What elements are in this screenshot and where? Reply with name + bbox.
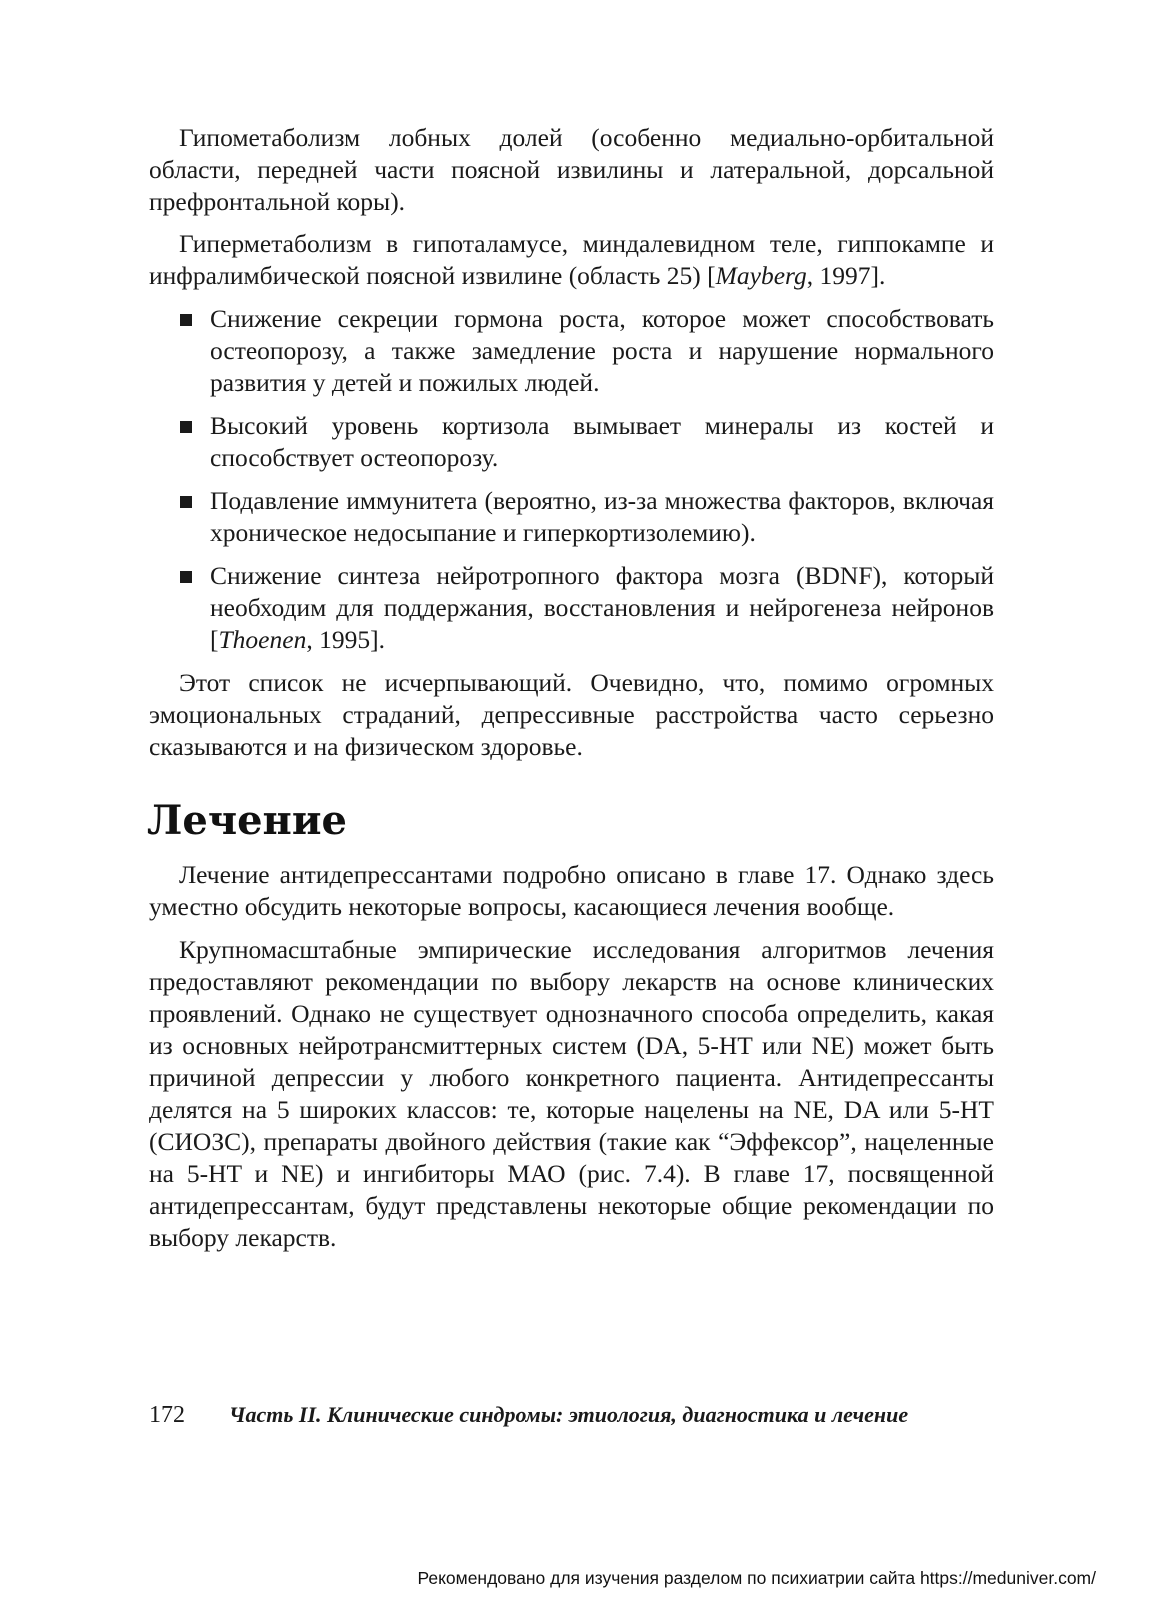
square-bullet-icon <box>180 314 192 326</box>
list-item-text: Высокий уровень кортизола вымывает минералы из костей и способствует остеопорозу. <box>210 411 994 472</box>
square-bullet-icon <box>180 496 192 508</box>
square-bullet-icon <box>180 421 192 433</box>
list-item-text: Подавление иммунитета (вероятно, из-за множества факторов, включая хроническое недосыпание и гиперкортизолемию). <box>210 486 994 547</box>
paragraph-hypometabolism: Гипометаболизм лобных долей (особенно медиально-орбитальной области, передней части поясной извилины и латеральной, дорсальной префронтальной коры). <box>149 123 994 216</box>
list-item-text: Снижение секреции гормона роста, которое может способствовать остеопорозу, а также замедление роста и нарушение нормального развития у детей и пожилых людей. <box>210 304 994 397</box>
paragraph-treatment-algorithms: Крупномасштабные эмпирические исследования алгоритмов лечения предоставляют рекомендации по выбору лекарств на основе клинических проявлений. Однако не существует однозначного способа определить, какая из основных нейротрансмиттерных систем (DA, 5-HT или NE) может быть причиной депрессии у любого конкретного пациента. Антидепрессанты делятся на 5 широких классов: те, которые нацелены на NE, DA или 5-HT (СИОЗС), препараты двойного действия (такие как “Эффексор”, нацеленные на 5-HT и NE) и ингибиторы МАО (рис. 7.4). В главе 17, посвященной антидепрессантам, будут представлены некоторые общие рекомендации по выбору лекарств. <box>149 935 994 1252</box>
page-footer <box>149 1401 994 1429</box>
section-heading: Лечение <box>147 797 347 844</box>
page-number: 172 <box>149 1402 185 1428</box>
paragraph-summary: Этот список не исчерпывающий. Очевидно, что, помимо огромных эмоциональных страданий, депрессивные расстройства часто серьезно сказываются и на физическом здоровье. <box>149 668 994 761</box>
list-item <box>210 410 994 474</box>
citation-mayberg-year: , 1997]. <box>806 261 886 290</box>
paragraph-treatment-intro: Лечение антидепрессантами подробно описано в главе 17. Однако здесь уместно обсудить некоторые вопросы, касающиеся лечения вообще. <box>149 860 994 921</box>
running-head: Часть II. Клинические синдромы: этиология, диагностика и лечение <box>229 1402 909 1427</box>
list-item <box>210 560 994 656</box>
citation-mayberg: Mayberg <box>715 261 807 290</box>
bullet-list <box>149 303 994 656</box>
list-item <box>210 485 994 549</box>
list-item <box>210 303 994 399</box>
paragraph-hypermetabolism <box>149 228 994 292</box>
square-bullet-icon <box>180 571 192 583</box>
list-item-text: Снижение синтеза нейротропного фактора мозга (BDNF), который необходим для поддержания, восстановления и нейрогенеза нейронов [ <box>210 561 994 654</box>
citation-thoenen: Thoenen <box>218 625 307 654</box>
watermark-text: Рекомендовано для изучения разделом по психиатрии сайта https://meduniver.com/ <box>417 1568 1096 1588</box>
page-body <box>149 122 994 1265</box>
paragraph-hypermetabolism-text: Гиперметаболизм в гипоталамусе, миндалевидном теле, гиппокампе и инфралимбической поясной извилине (область 25) [ <box>149 229 994 290</box>
citation-thoenen-year: , 1995]. <box>306 625 385 654</box>
